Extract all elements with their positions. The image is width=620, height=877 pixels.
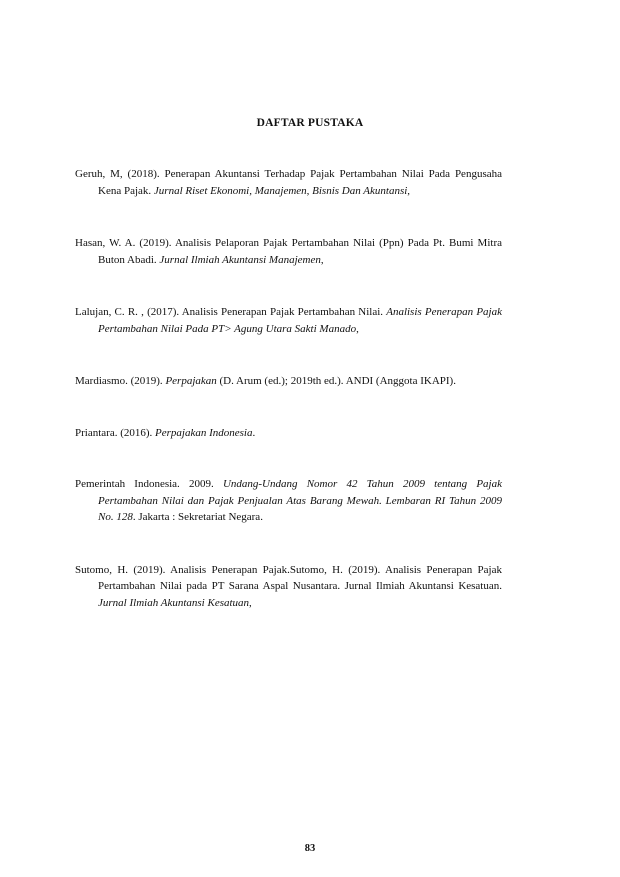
reference-entry bbox=[75, 373, 502, 390]
reference-text: Geruh, M, (2018). Penerapan Akuntansi Terhadap Pajak Pertambahan Nilai Pada Pengusaha Kena Pajak. bbox=[75, 168, 502, 197]
reference-entry bbox=[75, 425, 502, 442]
reference-suffix: , bbox=[407, 184, 411, 197]
reference-text: Hasan, W. A. (2019). Analisis Pelaporan Pajak Pertambahan Nilai (Ppn) Pada Pt. Bumi Mitra Buton Abadi. bbox=[75, 237, 502, 266]
reference-suffix: . bbox=[252, 426, 256, 439]
reference-text: Sutomo, H. (2019). Analisis Penerapan Pajak.Sutomo, H. (2019). Analisis Penerapan Pajak Pertambahan Nilai pada PT Sarana Aspal Nusantara. Jurnal Ilmiah Akuntansi Kesatuan. bbox=[75, 563, 502, 592]
page-number: 83 bbox=[304, 843, 316, 854]
reference-source: Undang-Undang Nomor 42 Tahun 2009 tentang Pajak Pertambahan Nilai dan Pajak Penjualan Atas Barang Mewah. Lembaran RI Tahun 2009 No. 128 bbox=[98, 478, 502, 523]
reference-suffix: , bbox=[249, 596, 252, 609]
reference-list bbox=[75, 166, 502, 647]
reference-source: Jurnal Ilmiah Akuntansi Manajemen bbox=[159, 253, 321, 266]
reference-source: Jurnal Riset Ekonomi, Manajemen, Bisnis Dan Akuntansi bbox=[153, 184, 408, 197]
reference-entry bbox=[75, 166, 502, 199]
reference-text: Pemerintah Indonesia. 2009. bbox=[75, 478, 223, 490]
reference-suffix: , bbox=[356, 322, 359, 335]
reference-source: Jurnal Ilmiah Akuntansi Kesatuan bbox=[98, 596, 250, 609]
reference-source: Analisis Penerapan Pajak Pertambahan Nilai Pada PT> Agung Utara Sakti Manado bbox=[98, 306, 502, 335]
reference-text: Mardiasmo. (2019). bbox=[75, 375, 166, 387]
reference-entry bbox=[75, 476, 502, 526]
reference-suffix: (D. Arum (ed.); 2019th ed.). ANDI (Anggota IKAPI). bbox=[216, 375, 456, 387]
reference-text: Lalujan, C. R. , (2017). Analisis Penerapan Pajak Pertambahan Nilai. bbox=[75, 306, 387, 318]
reference-suffix: , bbox=[320, 253, 324, 266]
page-title: DAFTAR PUSTAKA bbox=[256, 117, 364, 129]
reference-entry bbox=[75, 235, 502, 268]
reference-suffix: . Jakarta : Sekretariat Negara. bbox=[132, 511, 263, 523]
reference-text: Priantara. (2016). bbox=[75, 426, 156, 439]
reference-source: Perpajakan bbox=[165, 375, 217, 387]
reference-entry bbox=[75, 304, 502, 337]
reference-entry bbox=[75, 562, 502, 612]
reference-source: Perpajakan Indonesia bbox=[155, 426, 253, 439]
